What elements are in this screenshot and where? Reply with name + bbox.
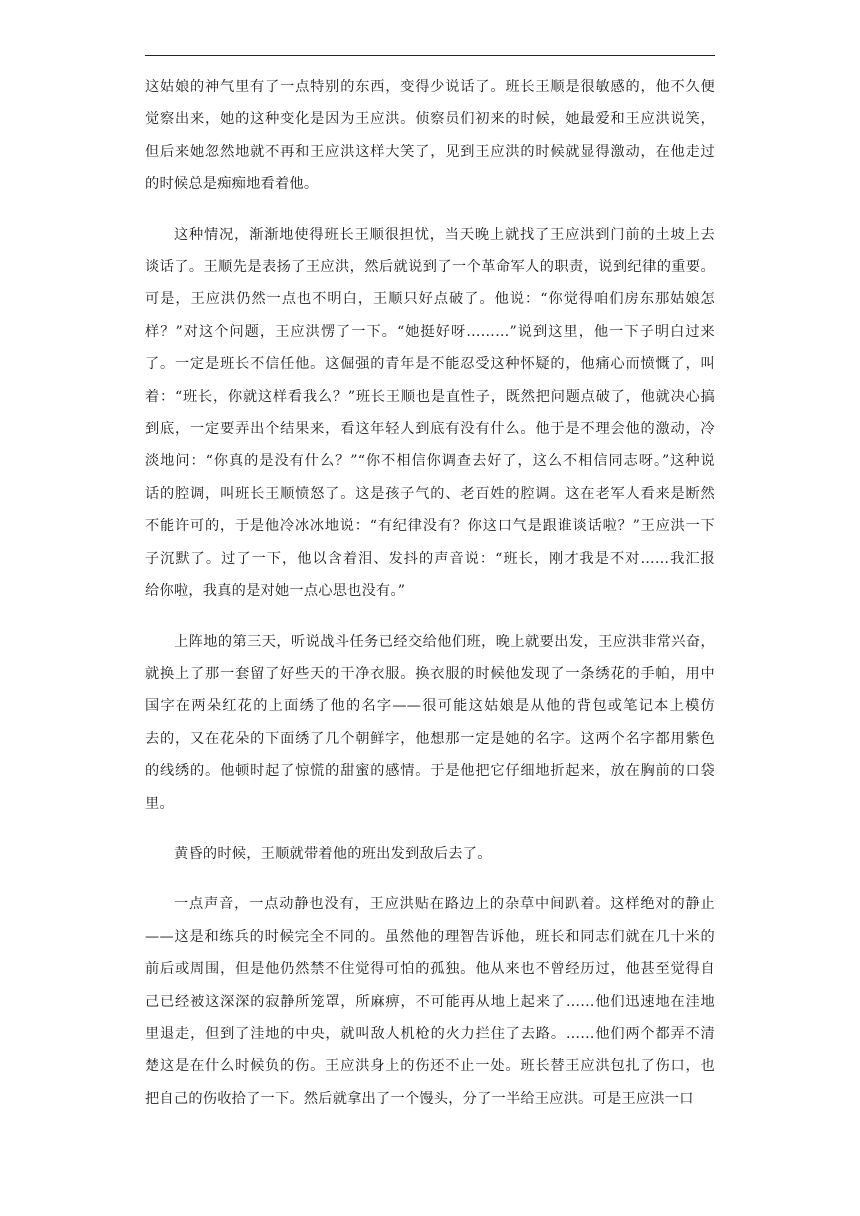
text-line: 话的腔调，叫班长王顺愤怒了。这是孩子气的、老百姓的腔调。这在老军人看来是断然 — [145, 485, 715, 502]
text-line: 的线绣的。他顿时起了惊慌的甜蜜的感情。于是他把它仔细地折起来，放在胸前的口袋 — [145, 763, 715, 780]
text-line: 楚这是在什么时候负的伤。王应洪身上的伤还不止一处。班长替王应洪包扎了伤口，也 — [145, 1058, 715, 1075]
text-line: 不能许可的，于是他冷冰冰地说：“有纪律没有？你这口气是跟谁谈话啦？”王应洪一下 — [145, 518, 715, 535]
text-line: 谈话了。王顺先是表扬了王应洪，然后就说到了一个革命军人的职责，说到纪律的重要。 — [145, 259, 715, 276]
text-line: 把自己的伤收拾了一下。然后就拿出了一个馒头，分了一半给王应洪。可是王应洪一口 — [145, 1090, 694, 1107]
paragraph — [145, 71, 715, 201]
text-line: 着：“班长，你就这样看我么？”班长王顺也是直性子，既然把问题点破了，他就决心搞 — [145, 388, 715, 405]
text-line: 这姑娘的神气里有了一点特别的东西，变得少说话了。班长王顺是很敏感的，他不久便 — [145, 79, 715, 95]
text-line: 觉察出来，她的这种变化是因为王应洪。侦察员们初来的时候，她最爱和王应洪说笑， — [145, 111, 715, 128]
text-line: 就换上了那一套留了好些天的干净衣服。换衣服的时候他发现了一条绣花的手帕，用中 — [145, 665, 715, 682]
text-line: 一点声音，一点动静也没有，王应洪贴在路边上的杂草中间趴着。这样绝对的静止 — [174, 896, 715, 913]
paragraph — [145, 626, 715, 820]
text-line: 淡地问：“你真的是没有什么？”“你不相信你调查去好了，这么不相信同志呀。”这种说 — [145, 453, 715, 470]
text-line: 到底，一定要弄出个结果来，看这年轻人到底有没有什么。他于是不理会他的激动，冷 — [145, 421, 715, 438]
paragraph — [145, 888, 715, 1115]
text-line: 但后来她忽然地就不再和王应洪这样大笑了，见到王应洪的时候就显得激动，在他走过 — [145, 143, 715, 160]
text-line: 给你啦，我真的是对她一点心思也没有。” — [145, 583, 406, 600]
text-line: 里。 — [145, 795, 174, 812]
paragraph — [145, 219, 715, 608]
text-line: ——这是和练兵的时候完全不同的。虽然他的理智告诉他，班长和同志们就在几十米的 — [145, 928, 715, 945]
header-rule — [145, 55, 715, 56]
text-line: 可是，王应洪仍然一点也不明白，王顺只好点破了。他说：“你觉得咱们房东那姑娘怎 — [145, 291, 715, 308]
text-line: 里退走，但到了洼地的中央，就叫敌人机枪的火力拦住了去路。……他们两个都弄不清 — [145, 1025, 715, 1042]
text-line: 去的，又在花朵的下面绣了几个朝鲜字，他想那一定是她的名字。这两个名字都用紫色 — [145, 730, 715, 747]
text-line: 上阵地的第三天，听说战斗任务已经交给他们班，晚上就要出发，王应洪非常兴奋， — [174, 633, 715, 650]
text-line: 的时候总是痴痴地看着他。 — [145, 176, 319, 193]
text-line: 子沉默了。过了一下，他以含着泪、发抖的声音说：“班长，刚才我是不对……我汇报 — [145, 550, 715, 567]
text-line: 前后或周围，但是他仍然禁不住觉得可怕的孤独。他从来也不曾经历过，他甚至觉得自 — [145, 961, 715, 978]
text-line: 己已经被这深深的寂静所笼罩，所麻痹，不可能再从地上起来了……他们迅速地在洼地 — [145, 993, 715, 1010]
text-line: 黄昏的时候，王顺就带着他的班出发到敌后去了。 — [174, 845, 492, 862]
text-line: 这种情况，渐渐地使得班长王顺很担忧，当天晚上就找了王应洪到门前的土坡上去 — [174, 226, 715, 243]
text-line: 国字在两朵红花的上面绣了他的名字——很可能这姑娘是从他的背包或笔记本上模仿 — [145, 698, 715, 715]
text-line: 了。一定是班长不信任他。这倔强的青年是不能忍受这种怀疑的，他痛心而愤慨了，叫 — [145, 356, 715, 373]
document-body — [145, 71, 715, 1133]
text-line: 样？”对这个问题，王应洪愣了一下。“她挺好呀………”说到这里，他一下子明白过来 — [145, 323, 715, 340]
paragraph — [145, 838, 715, 870]
